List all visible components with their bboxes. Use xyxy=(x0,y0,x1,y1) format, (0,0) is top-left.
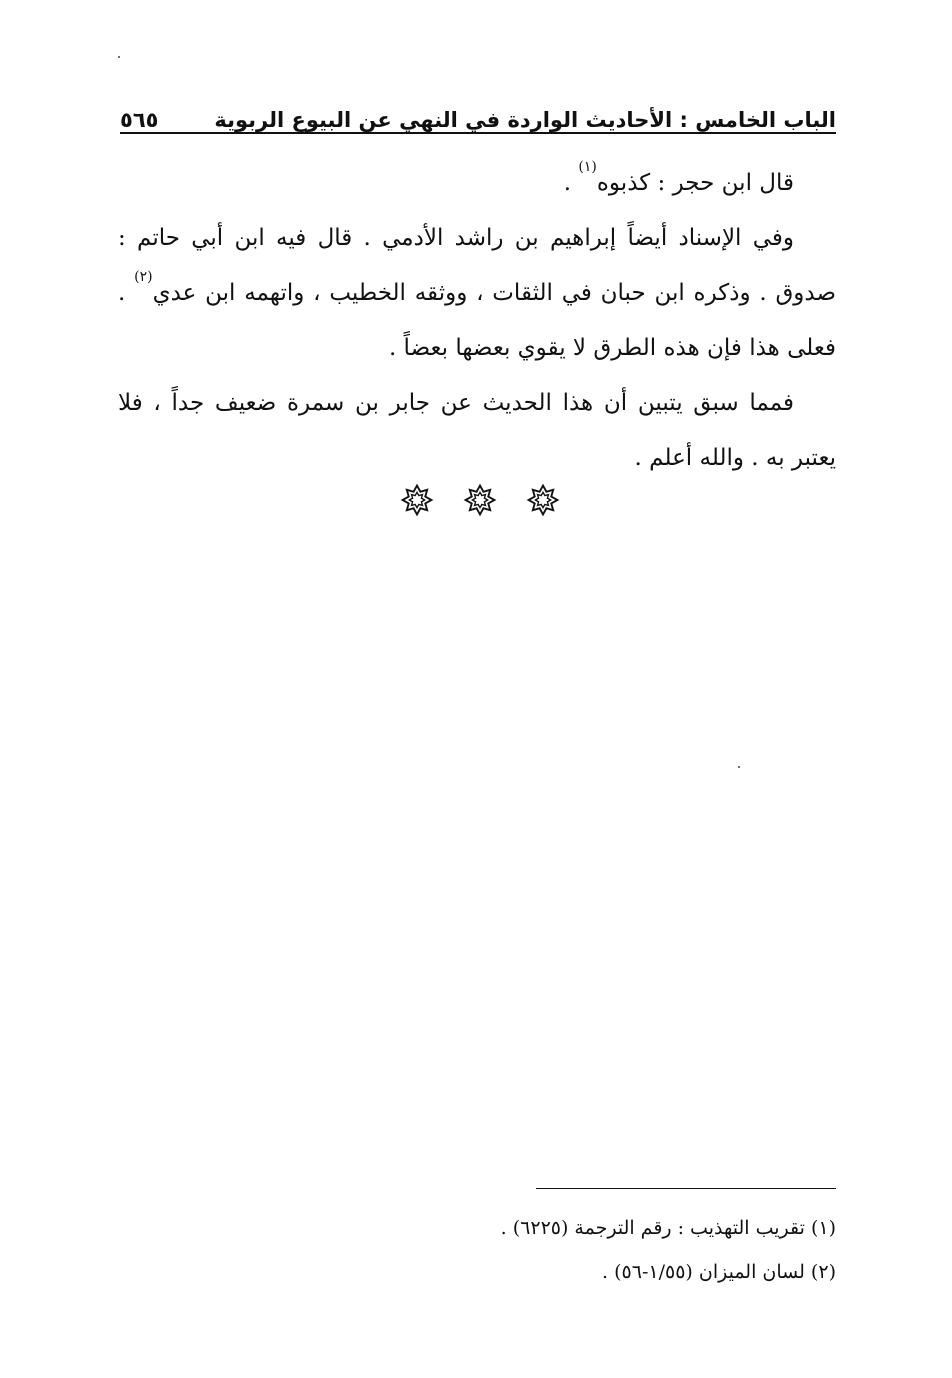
footnote-1: (١) تقريب التهذيب : رقم الترجمة (٦٢٢٥) . xyxy=(500,1217,836,1239)
footnote-ref-2: (٢) xyxy=(134,269,153,285)
scan-speck xyxy=(738,766,740,768)
scan-speck xyxy=(118,56,120,58)
eight-point-star-icon xyxy=(463,483,497,517)
eight-point-star-icon xyxy=(526,483,560,517)
page-number: ٥٦٥ xyxy=(120,108,159,132)
footnote-ref-1: (١) xyxy=(578,159,597,175)
running-title: الباب الخامس : الأحاديث الواردة في النهي عن البيوع الربوية xyxy=(214,108,836,132)
paragraph-1 xyxy=(118,156,836,211)
body-text xyxy=(118,156,836,486)
footnote-rule xyxy=(536,1188,836,1189)
paragraph-1-text: قال ابن حجر : كذبوه xyxy=(596,170,794,196)
paragraph-2-text: وفي الإسناد أيضاً إبراهيم بن راشد الأدمي . قال فيه ابن أبي حاتم : صدوق . وذكره ابن حبان في الثقات ، ووثقه الخطيب ، واتهمه ابن عدي xyxy=(118,225,836,306)
section-end-ornaments xyxy=(400,480,560,520)
paragraph-2-end: . فعلى هذا فإن هذه الطرق لا يقوي بعضها بعضاً . xyxy=(118,280,836,361)
paragraph-1-end: . xyxy=(563,170,579,196)
footnote-2: (٢) لسان الميزان (١/٥٥-٥٦) . xyxy=(602,1261,836,1283)
paragraph-2 xyxy=(118,211,836,376)
page-header xyxy=(120,92,836,132)
paragraph-3-text: فمما سبق يتبين أن هذا الحديث عن جابر بن سمرة ضعيف جداً ، فلا يعتبر به . والله أعلم . xyxy=(118,390,836,471)
paragraph-3 xyxy=(118,376,836,486)
eight-point-star-icon xyxy=(400,483,434,517)
footnotes xyxy=(120,1206,836,1294)
header-rule xyxy=(120,132,836,134)
